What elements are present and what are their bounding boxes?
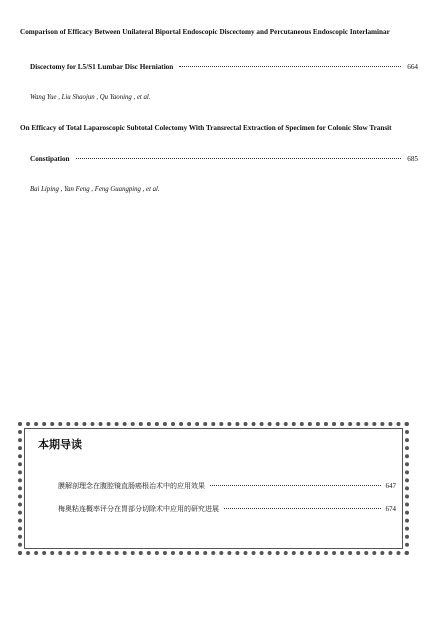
entry-1-authors: Wang Yue , Liu Shaojun , Qu Yaoning , et al. — [30, 94, 151, 101]
entry-1-title-line2 — [30, 63, 418, 71]
entry-2-page: 685 — [407, 155, 418, 163]
entry-1-title-text: Discectomy for L5/S1 Lumbar Disc Herniation — [30, 63, 174, 71]
guide-item-2-title: 梅奥粘连概率评分在胃部分切除术中应用的研究进展 — [58, 505, 219, 513]
entry-2-title-line2 — [30, 155, 418, 163]
leader-dots — [76, 158, 402, 159]
entry-2-title-line1: On Efficacy of Total Laparoscopic Subtotal Colectomy With Transrectal Extraction of Specimen for Colonic Slow Transit — [20, 124, 392, 132]
leader-dots — [179, 66, 401, 67]
guide-item-2-page: 674 — [385, 505, 396, 513]
issue-guide-heading: 本期导读 — [38, 438, 82, 451]
leader-dots — [224, 508, 381, 509]
guide-item-1-title: 膜解剖理念在腹腔镜直肠癌根治术中的应用效果 — [58, 482, 205, 490]
entry-1-page: 664 — [407, 63, 418, 71]
guide-item — [58, 504, 396, 514]
entry-2-title-text: Constipation — [30, 155, 70, 163]
entry-1-title-line1: Comparison of Efficacy Between Unilateral Biportal Endoscopic Discectomy and Percutaneous Endoscopic Interlaminar — [20, 28, 390, 36]
guide-item — [58, 481, 396, 491]
leader-dots — [210, 485, 381, 486]
issue-guide-box — [18, 422, 409, 555]
guide-item-1-page: 647 — [385, 482, 396, 490]
entry-2-authors: Bai Liping , Yan Feng , Feng Guangping , et al. — [30, 186, 160, 193]
